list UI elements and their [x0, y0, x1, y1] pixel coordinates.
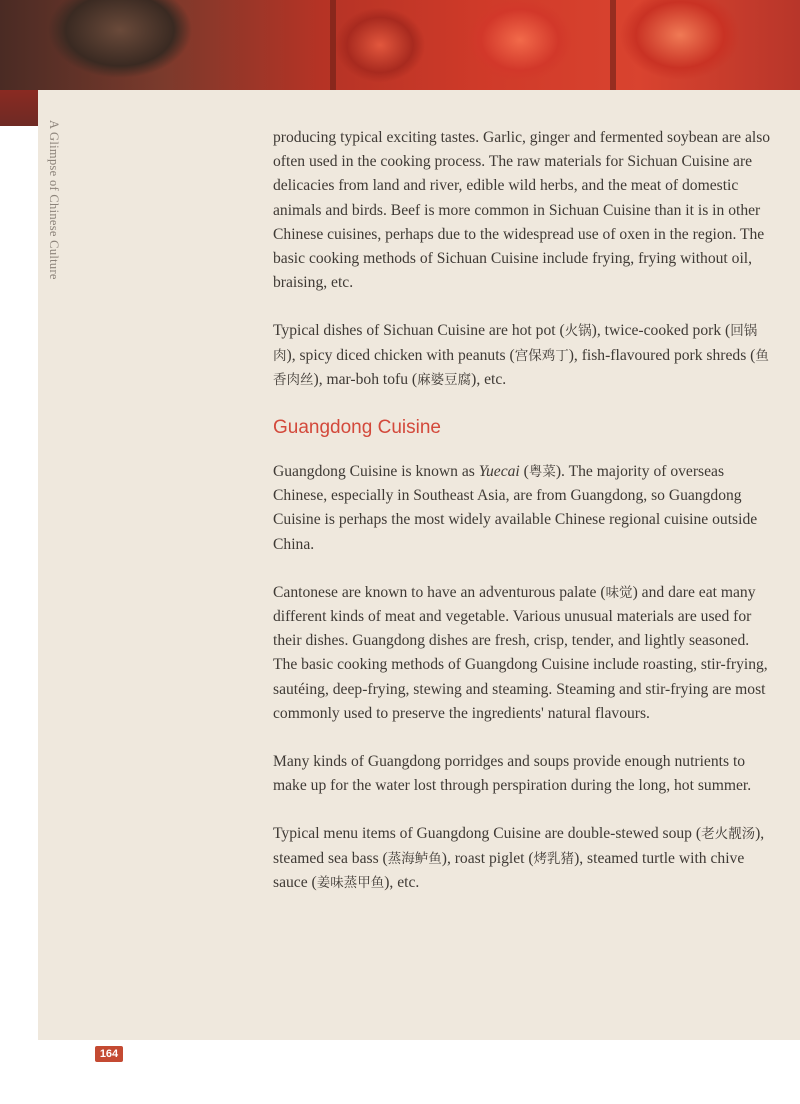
text-run: Typical menu items of Guangdong Cuisine are double-stewed soup (	[273, 825, 702, 843]
text-run: ), twice-cooked pork (	[591, 322, 731, 340]
lantern-pole	[610, 0, 616, 90]
chinese-term: 蒸海鲈鱼	[387, 850, 442, 866]
text-run: ), fish-flavoured pork shreds (	[568, 346, 756, 364]
chinese-term: 回锅肉	[273, 323, 758, 363]
text-run: ), roast piglet (	[441, 849, 534, 867]
italic-term: Yuecai	[478, 463, 520, 481]
chinese-term: 粤菜	[528, 464, 556, 480]
lantern-pole	[330, 0, 336, 90]
text-run: Typical dishes of Sichuan Cuisine are hot pot (	[273, 322, 565, 340]
cantonese-palate-paragraph	[273, 581, 771, 726]
text-run: ) and dare eat many different kinds of meat and vegetable. Various unusual materials are used for their dishes. Guangdong dishes are fresh, crisp, tender, and lightly seasoned. The basic cooking methods of Guangdong Cuisine include roasting, stir-frying, sautéing, deep-frying, stewing and steaming. Steaming and stir-frying are most commonly used to preserve the ingredients' natural flavours.	[273, 583, 768, 722]
text-run: ), etc.	[384, 873, 420, 891]
page-number-badge: 164	[95, 1046, 123, 1062]
text-run: Guangdong Cuisine is known as	[273, 463, 479, 481]
section-heading-guangdong: Guangdong Cuisine	[273, 417, 441, 439]
chinese-term: 麻婆豆腐	[417, 371, 472, 387]
guangdong-menu-paragraph	[273, 822, 771, 895]
text-run: ), steamed turtle with chive sauce (	[273, 849, 745, 891]
chinese-term: 老火靓汤	[701, 826, 756, 842]
guangdong-intro-paragraph	[273, 460, 771, 557]
text-run: ), etc.	[471, 370, 507, 388]
text-run: ), spicy diced chicken with peanuts (	[286, 346, 515, 364]
text-run: (	[519, 463, 529, 481]
chinese-term: 烤乳猪	[533, 850, 575, 866]
sichuan-paragraph: producing typical exciting tastes. Garlic, ginger and fermented soybean are also often used in the cooking process. The raw materials for Sichuan Cuisine are delicacies from land and river, edible wild herbs, and the meat of domestic animals and birds. Beef is more common in Sichuan Cuisine than it is in other Chinese cuisines, perhaps due to the widespread use of oxen in the region. The basic cooking methods of Sichuan Cuisine include frying, frying without oil, braising, etc.	[273, 129, 771, 292]
text-run: ), steamed sea bass (	[273, 825, 765, 867]
chinese-term: 姜味蒸甲鱼	[316, 874, 385, 890]
lantern-photo-banner	[0, 0, 800, 90]
sichuan-dishes-paragraph	[273, 319, 771, 392]
text-run: ), mar-boh tofu (	[313, 370, 418, 388]
banner-edge	[0, 90, 38, 126]
chinese-term: 火锅	[564, 323, 592, 339]
text-run: ). The majority of overseas Chinese, especially in Southeast Asia, are from Guangdong, so Guangdong Cuisine is perhaps the most widely available Chinese regional cuisine outside China.	[273, 463, 758, 553]
chinese-term: 宫保鸡丁	[514, 347, 569, 363]
chinese-term: 味觉	[605, 584, 633, 600]
text-run: Cantonese are known to have an adventurous palate (	[273, 583, 606, 601]
porridges-paragraph: Many kinds of Guangdong porridges and soups provide enough nutrients to make up for the water lost through perspiration during the long, hot summer.	[273, 753, 752, 795]
page-content	[273, 126, 771, 919]
running-book-title: A Glimpse of Chinese Culture	[47, 120, 61, 280]
chinese-term: 鱼香肉丝	[273, 347, 769, 387]
